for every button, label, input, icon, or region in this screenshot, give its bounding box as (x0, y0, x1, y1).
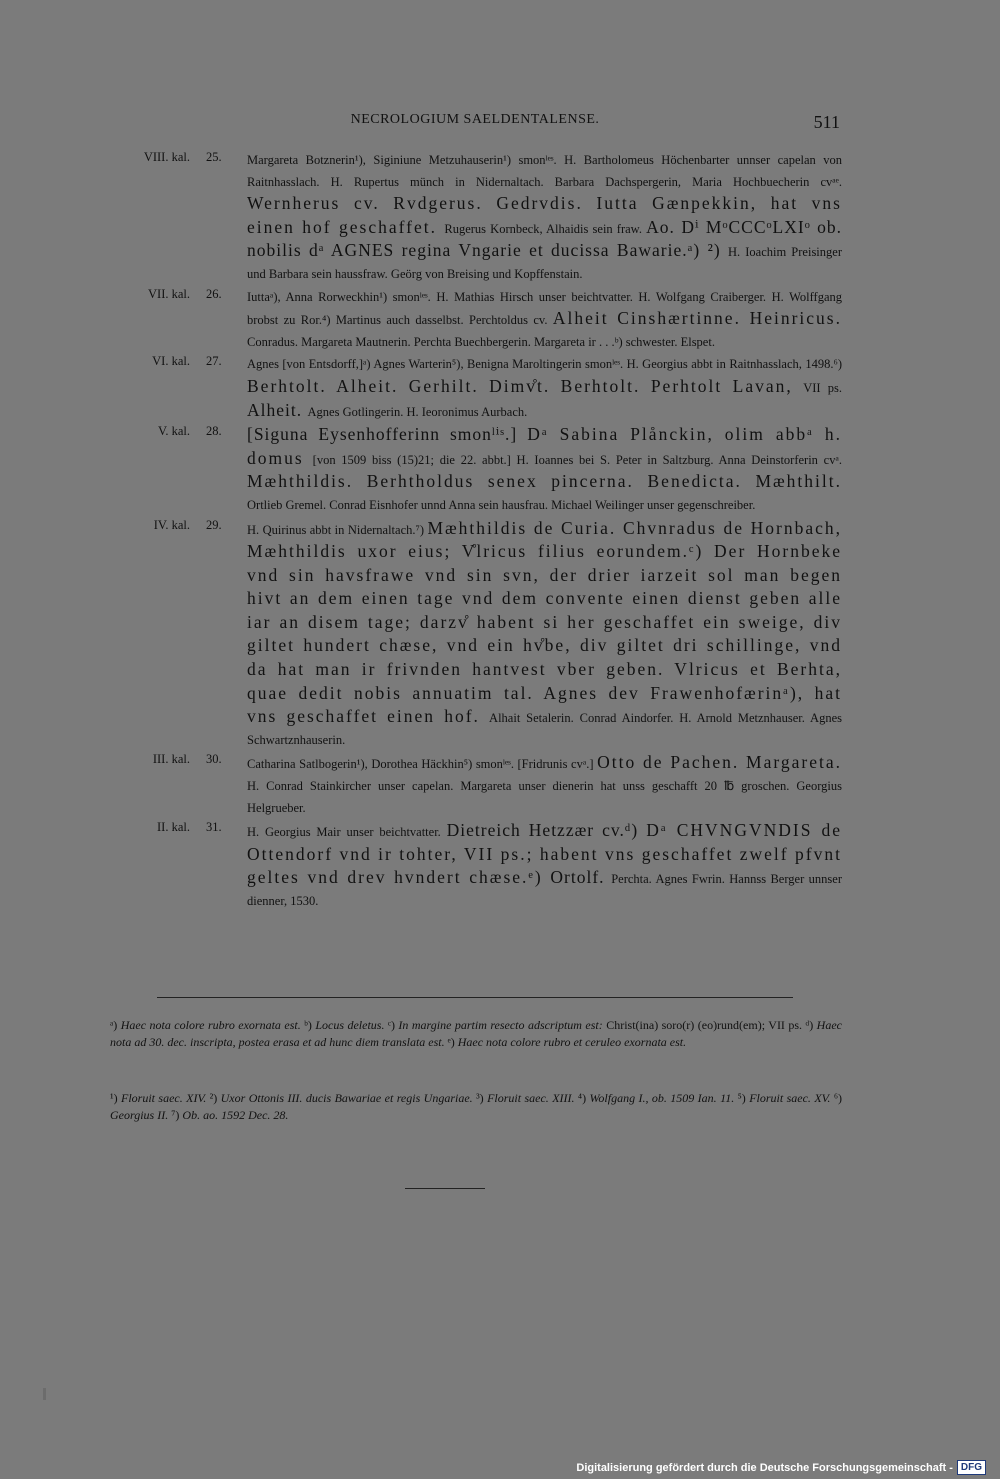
entry-date: III. kal. (152, 752, 190, 767)
entry-text (247, 424, 842, 516)
text-segment: H. Georgius Mair unser beichtvatter. (247, 825, 447, 840)
entry-day: 26. (206, 286, 222, 301)
note-italic-text: Floruit saec. XIV. (121, 1091, 210, 1105)
entry-date: VI. kal. (152, 354, 190, 369)
entry-day: 29. (206, 517, 222, 532)
text-segment: ⁵) (737, 1091, 750, 1105)
text-segment: Mæhthildis. Berhtholdus senex pincerna. Benedicta. Mæhthilt. (247, 471, 842, 492)
necrology-entries (110, 150, 842, 914)
note-italic-text: Ob. ao. 1592 Dec. 28. (182, 1108, 289, 1122)
entry-text (247, 287, 842, 354)
text-segment: Dᵃ Sabina Plånckin, olim abbᵃ h. domus (247, 424, 842, 468)
text-segment: ᶜ) (387, 1018, 399, 1032)
entry-text (247, 518, 842, 752)
text-segment: ¹) (110, 1091, 121, 1105)
text-segment: Ortlieb Gremel. Conrad Eisnhofer unnd Anna sein hausfrau. Michael Weilinger unser gegenschreiber. (247, 497, 756, 512)
text-segment: [Siguna Eysenhofferinn smonˡⁱˢ.] (247, 424, 528, 445)
text-segment: ⁴) (577, 1091, 590, 1105)
credit-text: Digitalisierung gefördert durch die Deutsche Forschungsgemeinschaft - (576, 1461, 953, 1474)
entry-day: 25. (206, 150, 222, 164)
text-segment: Dᵃ CHVNGVNDIS de Ottendorf vnd ir tohter, VII ps.; habent vns geschaffet zwelf pfvnt geltes vnd drev hvndert chæse.ᵉ) (247, 820, 843, 888)
text-segment: Mæhthildis de Curia. Chvnradus de Hornbach, Mæhthildis uxor eius; V̊lricus filius eorundem.ᶜ) Der Hornbeke vnd sin havsfrawe vnd sin svn, der drier iarzeit sol man begen hivt an dem einen tage vnd dem convente einen dienst geben alle iar an disem tage; darzv̊ habent si her geschaffet ein sweige, div giltet hundert chæse, vnd ein hv̊be, div giltet dri schillinge, vnd da hat man ir frivnden hantvest vber geben. Vlricus et Berhta, quae dedit nobis annuatim tal. Agnes dev Frawenhofærinᵃ), hat vns geschaffet einen hof. (247, 517, 843, 727)
necrology-entry (110, 150, 842, 286)
entry-date: VII. kal. (148, 286, 190, 301)
text-segment: H. Quirinus abbt in Nidernaltach.⁷) (247, 522, 428, 537)
footnote-separator (157, 997, 793, 998)
note-italic-text: Haec nota colore rubro et ceruleo exornata est. (457, 1035, 687, 1049)
note-italic-text: Wolfgang I., ob. 1509 Ian. 11. (589, 1091, 738, 1105)
entry-day: 30. (206, 752, 222, 767)
text-segment: Conradus. Margareta Mautnerin. Perchta Buechbergerin. Margareta ir . . .ᵇ) schwester. Elspet. (247, 334, 715, 349)
note-italic-text: In margine partim resecto adscriptum est: (398, 1018, 607, 1032)
note-italic-text: Uxor Ottonis III. ducis Bawariae et regis Ungariae. (220, 1091, 477, 1105)
text-segment: Ortolf. (550, 867, 612, 888)
digitization-credit (576, 1460, 986, 1475)
running-title: NECROLOGIUM SAELDENTALENSE. (350, 112, 600, 127)
text-segment: ²) (209, 1091, 221, 1105)
text-segment: Wernherus cv. Rvdgerus. Gedrvdis. Iutta Gænpekkin, hat vns einen hof geschaffet. (247, 193, 842, 237)
page-number: 511 (813, 112, 840, 132)
text-segment: VII ps. (803, 380, 842, 395)
text-segment: ⁶) (833, 1091, 843, 1105)
entry-day: 27. (206, 354, 222, 369)
entry-date: II. kal. (157, 820, 190, 835)
entry-day: 31. (206, 820, 222, 835)
text-segment: Berhtolt. Alheit. Gerhilt. Dimv̊t. Berhtolt. Perhtolt Lavan, (247, 375, 804, 396)
text-segment: Catharina Satlbogerin¹), Dorothea Häckhin⁵) smonˡᵉˢ. [Fridrunis cvᵃ.] (247, 757, 598, 772)
end-rule (405, 1188, 485, 1189)
scan-mark (43, 1388, 46, 1400)
necrology-entry (110, 424, 842, 516)
entry-date: IV. kal. (153, 517, 190, 532)
entry-text (247, 150, 842, 286)
dfg-logo: DFG (957, 1460, 986, 1475)
necrology-entry (110, 820, 842, 912)
text-segment: Alhait Setalerin. Conrad Aindorfer. H. Arnold Metznhauser. Agnes Schwartznhauserin. (247, 711, 842, 747)
text-segment: Otto de Pachen. Margareta. (597, 752, 842, 773)
necrology-entry (110, 518, 842, 752)
text-segment: Agnes [von Entsdorff,]ᵃ) Agnes Warterin⁵), Benigna Maroltingerin smonˡᵉˢ. H. Georgius abbt in Raitnhasslach, 1498.⁶) (247, 357, 842, 372)
entry-text (247, 354, 842, 423)
text-segment: Iuttaᵃ), Anna Rorweckhin¹) smonˡᵉˢ. H. Mathias Hirsch unser beichtvatter. H. Wolfgang Craiberger. H. Wolffgang brobst zu Ror.⁴) Martinus auch dasselbst. Perchtoldus cv. (247, 289, 842, 328)
text-segment: ³) (476, 1091, 488, 1105)
necrology-entry (110, 287, 842, 354)
text-segment: ⁷) (171, 1108, 183, 1122)
entry-text (247, 820, 842, 912)
text-segment: H. Ioachim Preisinger und Barbara sein haussfraw. Geörg von Breising und Kopffenstain. (247, 245, 842, 281)
text-segment: ᵃ) (110, 1018, 121, 1032)
entry-day: 28. (206, 424, 222, 439)
note-italic-text: Locus deletus. (315, 1018, 388, 1032)
footnotes-letters (110, 1017, 842, 1051)
text-segment: Ao. Dⁱ MᵒCCCᵒLXIᵒ ob. nobilis dᵃ AGNES regina Vngarie et ducissa Bawarie.ᵃ) ²) (247, 216, 843, 261)
note-italic-text: Haec nota ad 30. dec. inscripta, postea erasa et ad hunc diem translata est. (110, 1018, 842, 1049)
footnotes-numbers (110, 1090, 842, 1124)
note-italic-text: Floruit saec. XIII. (487, 1091, 578, 1105)
text-segment: Agnes Gotlingerin. H. Ieoronimus Aurbach. (307, 404, 528, 419)
text-segment: Margareta Botznerin¹), Siginiune Metzuhauserin¹) smonˡᵉˢ. H. Bartholomeus Höchenbarter unnser capelan von Raitnhasslach. H. Rupertus münch in Nidernaltach. Barbara Dachspergerin, Maria Hochbuecherin cvᵃᵉ. (247, 153, 842, 189)
text-segment: ᵇ) (304, 1018, 316, 1032)
text-segment: Dietreich Hetzzær cv.ᵈ) (446, 820, 647, 841)
text-segment: H. Conrad Stainkircher unser capelan. Margareta unser dienerin hat unss geschafft 20 ℔ groschen. Georgius Helgrueber. (247, 779, 842, 815)
text-segment: ᵉ) (447, 1035, 458, 1049)
text-segment: [von 1509 biss (15)21; die 22. abbt.] H. Ioannes bei S. Peter in Saltzburg. Anna Deinstorferin cvᵃ. (312, 452, 842, 467)
page-header (110, 112, 840, 134)
entry-text (247, 752, 842, 819)
text-segment: Alheit. (247, 399, 308, 420)
entry-date: V. kal. (157, 424, 190, 439)
necrology-entry (110, 752, 842, 819)
text-segment: Perchta. Agnes Fwrin. Hannss Berger unnser dienner, 1530. (247, 872, 842, 908)
note-italic-text: Georgius II. (110, 1108, 172, 1122)
entry-date: VIII. kal. (143, 150, 190, 164)
note-italic-text: Floruit saec. XV. (749, 1091, 834, 1105)
text-segment: Alheit Cinshærtinne. Heinricus. (552, 308, 842, 329)
note-italic-text: Haec nota colore rubro exornata est. (120, 1018, 305, 1032)
text-segment: Rugerus Kornbeck, Alhaidis sein fraw. (444, 221, 647, 236)
necrology-entry (110, 354, 842, 423)
text-segment: Christ(ina) soro(r) (eo)rund(em); VII ps. ᵈ) (606, 1018, 817, 1032)
